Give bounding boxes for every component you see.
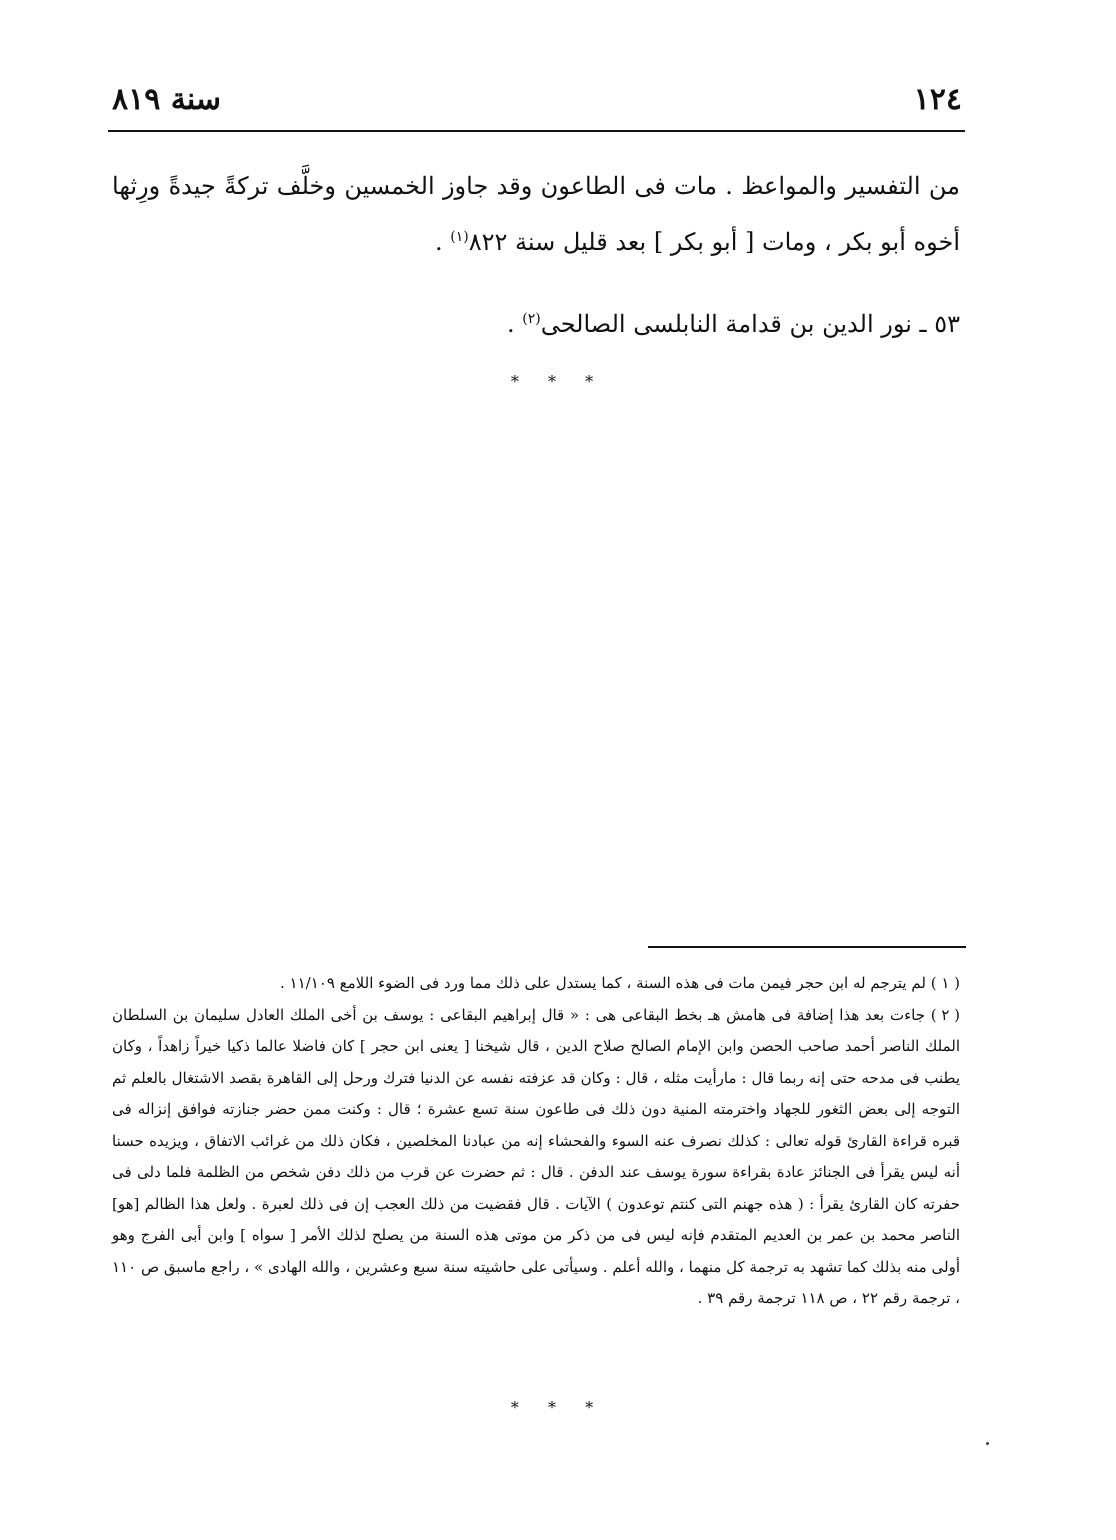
body-paragraph: [112, 158, 960, 270]
footnote-1-text: لم يترجم له ابن حجر فيمن مات فى هذه السنة ، كما يستدل على ذلك مما ورد فى الضوء اللامع ١١/١٠٩ .: [280, 974, 931, 992]
body-paragraph-end: .: [434, 228, 451, 256]
footnote-1: [112, 968, 960, 1000]
footnote-rule: [648, 946, 966, 948]
biography-entry: [507, 300, 960, 348]
footnote-ref-2: (٢): [522, 311, 541, 327]
entry-end: .: [506, 310, 523, 338]
body-paragraph-text: من التفسير والمواعظ . مات فى الطاعون وقد جاوز الخمسين وخلَّف تركةً جيدةً ورِثها أخوه أبو بكر ، ومات [ أبو بكر ] بعد قليل سنة ٨٢٢: [112, 172, 960, 256]
footnote-1-mark: ( ١ ): [930, 974, 960, 992]
section-separator-top: * * *: [510, 372, 606, 391]
footnote-2: [112, 1000, 960, 1315]
page-header: [112, 78, 962, 126]
footnotes: [112, 968, 960, 1315]
section-separator-bottom: * * *: [510, 1398, 606, 1417]
page-number: ١٢٤: [913, 82, 962, 117]
footnote-2-mark: ( ٢ ): [930, 1005, 960, 1024]
footnote-2-text: جاءت بعد هذا إضافة فى هامش هـ بخط البقاعى هى : « قال إبراهيم البقاعى : يوسف بن أخى الملك العادل سليمان بن السلطان الملك الناصر أحمد صاحب الحصن وابن الإمام الصالح صلاح الدين ، قال شيخنا [ يعنى ابن حجر ] كان فاضلا عالما ذكيا خيراً زاهداً ، وكان يطنب فى مدحه حتى إنه ربما قال : مارأيت مثله ، قال : وكان قد عزفته نفسه عن الدنيا فترك ورحل إلى القاهرة بقصد الاشتغال بالعلم ثم التوجه إلى بعض الثغور للجهاد واخترمته المنية دون ذلك فى طاعون سنة تسع عشرة ؛ قال : وكنت ممن حضر جنازته فوافق إنزاله فى قبره قراءة القارئ قوله تعالى : كذلك نصرف عنه السوء والفحشاء إنه من عبادنا المخلصين ، فكان ذلك من غرائب الاتفاق ، ويزيده حسنا أنه ليس يقرأ فى الجنائز عادة بقراءة سورة يوسف عند الدفن . قال : ثم حضرت عن قرب من ذلك دفن شخص من الظلمة فلما دلى فى حفرته كان القارئ يقرأ : ( هذه جهنم التى كنتم توعدون ) الآيات . قال فقضيت من ذلك العجب إن فى ذلك لعبرة . ولعل هذا الظالم [هو] الناصر محمد بن عمر بن العديم المتقدم فإنه ليس فى من ذكر من موتى هذه السنة من يصلح لذلك الأمر [ سواه ] وابن أبى الفرج وهو أولى منه بذلك كما تشهد به ترجمة كل منهما ، والله أعلم . وسيأتى على حاشيته سنة سبع وعشرين ، والله الهادى » ، راجع ماسبق ص ١١٠ ، ترجمة رقم ٢٢ ، ص ١١٨ ترجمة رقم ٣٩ .: [112, 1005, 960, 1307]
entry-text: ٥٣ ـ نور الدين بن قدامة النابلسى الصالحى: [540, 310, 960, 338]
running-head: سنة ٨١٩: [112, 82, 222, 117]
scan-speck: [986, 1442, 989, 1445]
main-text: [112, 158, 960, 270]
header-rule: [108, 130, 965, 132]
footnote-ref-1: (١): [450, 229, 469, 245]
